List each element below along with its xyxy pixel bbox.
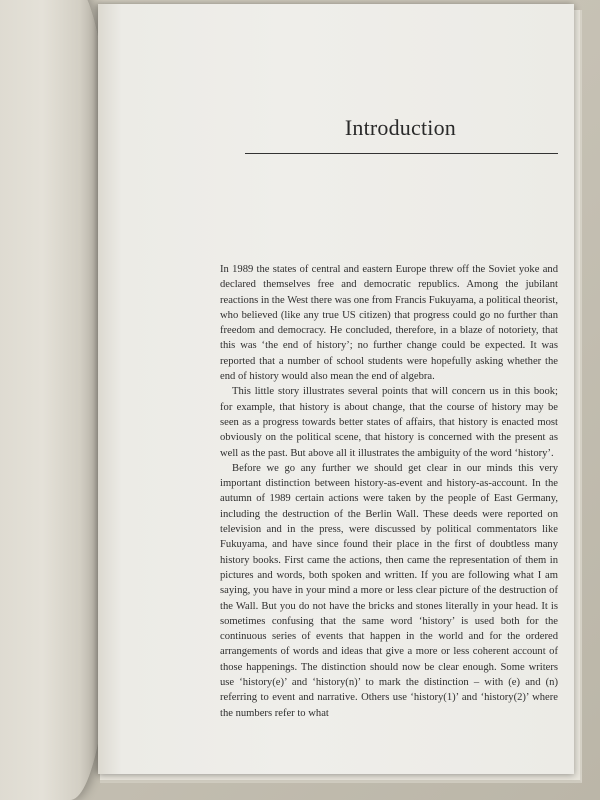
left-page-edge [0,0,110,800]
book-page [98,4,574,774]
paragraph: In 1989 the states of central and eastern Europe threw off the Soviet yoke and declared themselves free and democratic republics. Among the jubilant reactions in the West there was one from Francis Fukuyama, a political theorist, who believed (like any true US citizen) that progress could go no further than freedom and democracy. He concluded, therefore, in a blaze of notoriety, that this was ‘the end of history’; no further change could be expected. It was reported that a number of school students were hopefully asking whether the end of history would also mean the end of algebra. [220,264,558,383]
chapter-title: Introduction [344,115,456,140]
title-rule [245,153,558,154]
paragraph: Before we go any further we should get clear in our minds this very important distinction between history-as-event and history-as-account. In the autumn of 1989 certain actions were taken by the people of East Germany, including the destruction of the Berlin Wall. These deeds were reported on television and in the press, were discussed by political commentators like Fukuyama, and have since found their place in the first of doubtless many history books. First came the actions, then came the representation of them in pictures and words, both spoken and written. If you are following what I am saying, you have in your mind a more or less clear picture of the destruction of the Wall. But you do not have the bricks and stones literally in your head. It is sometimes confusing that the same word ‘history’ is used both for the continuous series of events that happen in the world and for the ordered arrangements of words and ideas that give a more or less coherent account of those happenings. The distinction should now be clear enough. Some writers use ‘history(e)’ and ‘history(n)’ to mark the distinction – with (e) and (n) referring to event and narrative. Others use ‘history(1)’ and ‘history(2)’ where the numbers refer to what [220,462,558,719]
body-text [220,262,558,721]
paragraph: This little story illustrates several points that will concern us in this book; for example, that history is about change, that the course of history may be seen as a progress towards better states of affairs, that history is enacted most obviously on the political scene, that history is concerned with the present as well as the past. But above all it illustrates the ambiguity of the word ‘history’. [220,386,558,459]
